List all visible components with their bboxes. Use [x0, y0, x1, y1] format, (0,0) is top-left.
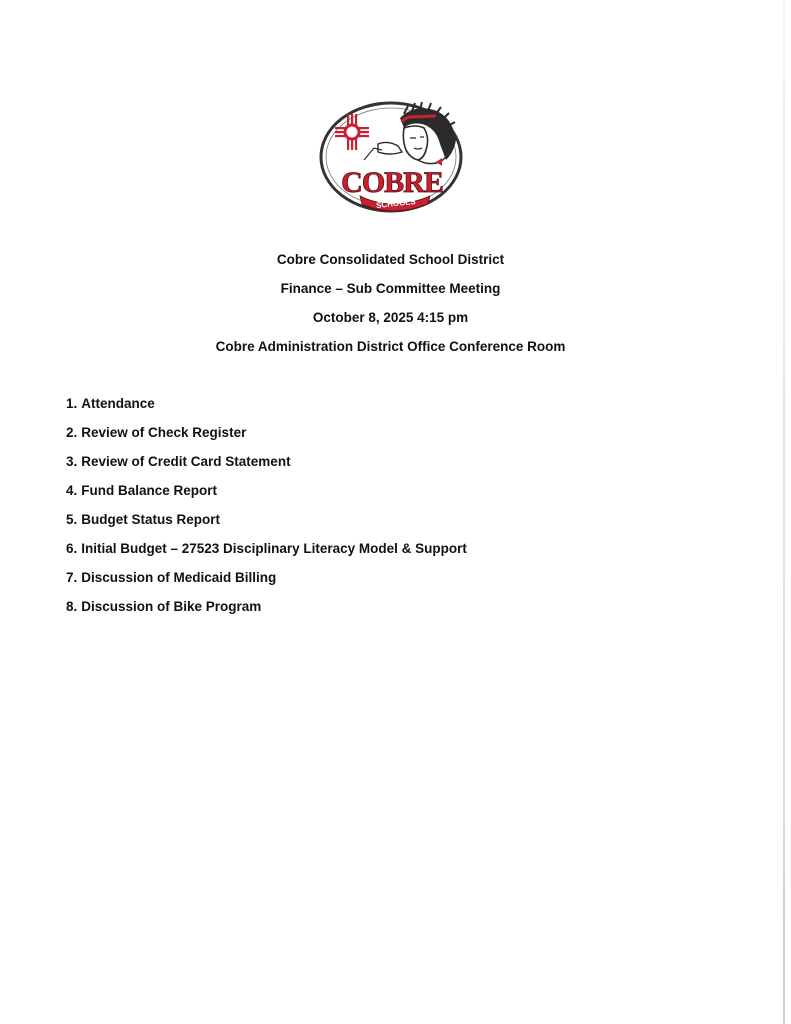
agenda-item [66, 541, 467, 570]
agenda-item-text: Review of Check Register [81, 425, 247, 440]
agenda-item [66, 454, 467, 483]
agenda-item-text: Initial Budget – 27523 Disciplinary Literacy Model & Support [81, 541, 467, 556]
agenda-item-number: 5. [66, 512, 78, 527]
agenda-item-text: Review of Credit Card Statement [81, 454, 291, 469]
logo-wordmark: COBRE [341, 166, 443, 199]
agenda-item-number: 6. [66, 541, 78, 556]
agenda-item-number: 8. [66, 599, 78, 614]
agenda-item [66, 512, 467, 541]
agenda-item-text: Discussion of Medicaid Billing [81, 570, 277, 585]
logo-subtext: SCHOOLS [375, 196, 416, 211]
agenda-item [66, 396, 467, 425]
agenda-item [66, 425, 467, 454]
meeting-title: Finance – Sub Committee Meeting [280, 281, 501, 296]
cobre-schools-logo [318, 100, 464, 214]
agenda-item [66, 570, 467, 599]
agenda-item-text: Attendance [81, 396, 155, 411]
agenda-item [66, 483, 467, 512]
meeting-location: Cobre Administration District Office Conference Room [215, 339, 566, 354]
agenda-item-number: 4. [66, 483, 78, 498]
agenda-item-number: 1. [66, 396, 78, 411]
agenda-item [66, 599, 467, 628]
district-name: Cobre Consolidated School District [276, 252, 505, 267]
agenda-item-text: Discussion of Bike Program [81, 599, 262, 614]
agenda-item-number: 7. [66, 570, 78, 585]
page-edge-shadow [783, 0, 785, 1024]
agenda-item-text: Fund Balance Report [81, 483, 218, 498]
agenda-item-text: Budget Status Report [81, 512, 221, 527]
agenda-item-number: 3. [66, 454, 78, 469]
agenda-list [66, 396, 467, 628]
agenda-item-number: 2. [66, 425, 78, 440]
meeting-datetime: October 8, 2025 4:15 pm [312, 310, 469, 325]
logo-graphic [318, 100, 464, 214]
